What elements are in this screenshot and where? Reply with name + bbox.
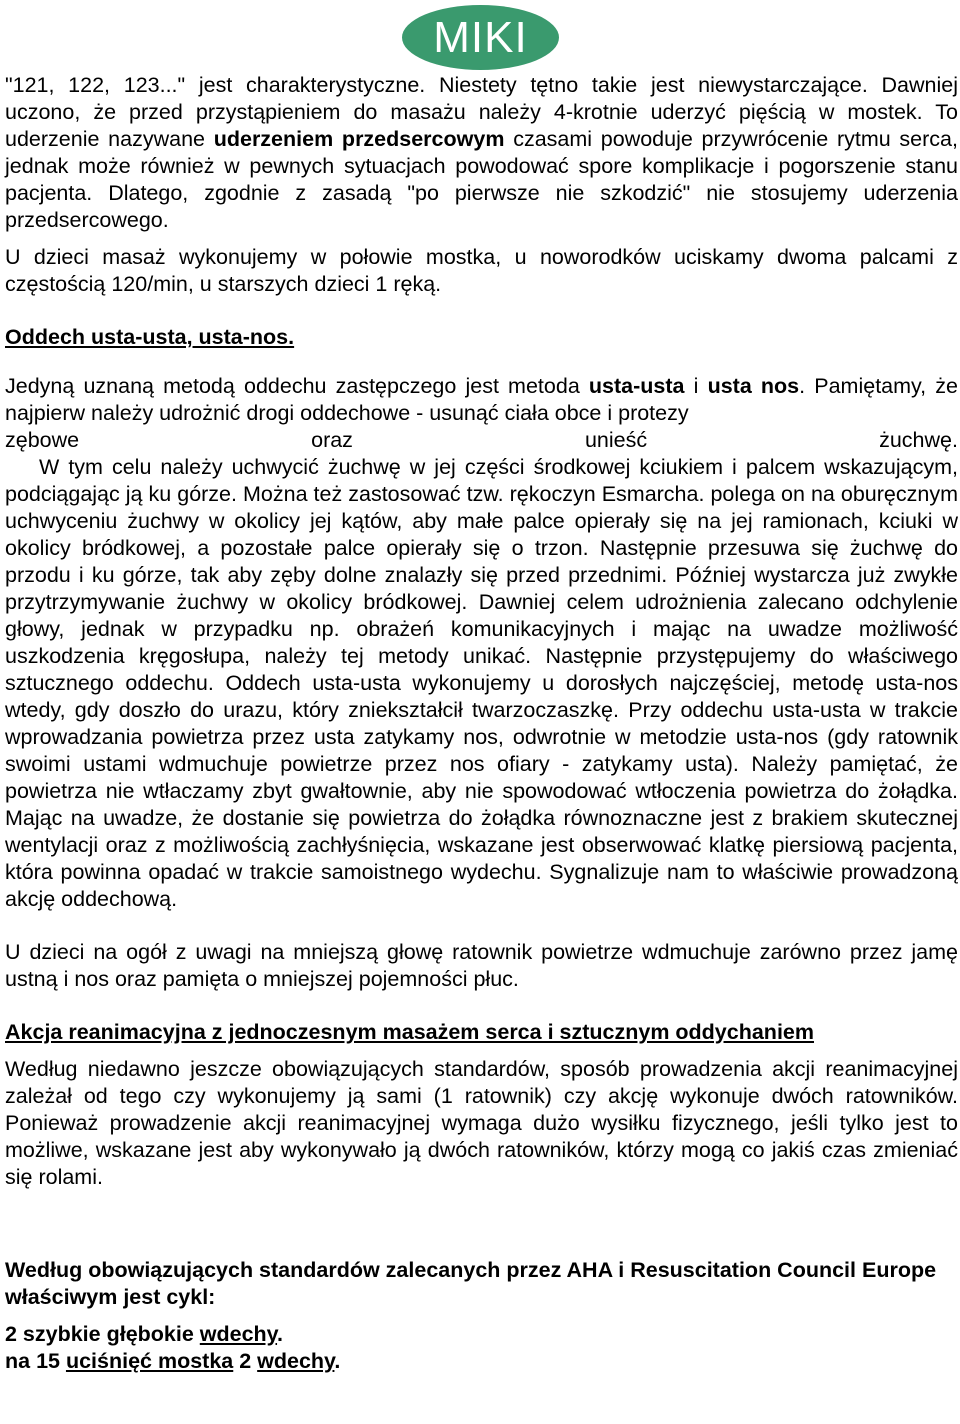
paragraph-current-standards: Według obowiązujących standardów zalecanych przez AHA i Resuscitation Council Europe właściwym jest cykl: xyxy=(5,1258,937,1309)
heading-mouth-to-mouth: Oddech usta-usta, usta-nos. xyxy=(5,325,295,349)
paragraph-children-massage: U dzieci masaż wykonujemy w połowie mostka, u noworodków uciskamy dwoma palcami z częstością 120/min, u starszych dzieci 1 ręką. xyxy=(5,245,958,296)
paragraph-old-standards: Według niedawno jeszcze obowiązujących standardów, sposób prowadzenia akcji reanimacyjnej zależał od tego czy wykonujemy ją sami (1 ratownik) czy akcję wykonuje dwóch ratowników. Ponieważ prowadzenie akcji reanimacyjnej wymaga dużo wysiłku fizycznego, jeśli tylko jest to możliwe, wskazane jest aby wykonywało ją dwóch ratowników, którzy mogą co jakiś czas zmieniać się rolami. xyxy=(5,1057,958,1189)
paragraph-jaw-technique: W tym celu należy uchwycić żuchwę w jej części środkowej kciukiem i palcem wskazującym, podciągając ją ku górze. Można też zastosować tzw. rękoczyn Esmarcha. polega on na oburęcznym uchwyceniu żuchwy w okolicy jej kątów, aby małe palce opierały się na jej ramionach, kciuki w okolicy bródkowej, a pozostałe palce opierały się o trzon. Następnie przesuwa się żuchwę do przodu i ku górze, tak aby zęby dolne znalazły się przed przednimi. Później wystarcza już zwykłe przytrzymywanie żuchwy w okolicy bródkowej. Dawniej celem udrożnienia zalecano odchylenie głowy, jednak w przypadku np. obrażeń komunikacyjnych i mając na uwadze możliwość uszkodzenia kręgosłupa, należy tej metody unikać. Następnie przystępujemy do właściwego sztucznego oddechu. Oddech usta-usta wykonujemy u dorosłych najczęściej, metodę usta-nos wtedy, gdy doszło do urazu, który zniekształcił twarzoczaszkę. Przy oddechu usta-usta w trakcie wprowadzania powietrza przez usta zatykamy nos, odwrotnie w metodzie usta-nos (gdy ratownik swoimi ustami wdmuchuje powietrze przez nos ofiary - zatykamy usta). Należy pamiętać, że powietrza nie wtłaczamy zbyt gwałtownie, aby nie spowodować wtłoczenia powietrza do żołądka. Mając na uwadze, że dostanie się powietrza do żołądka równoznaczne jest z brakiem skutecznej wentylacji oraz z możliwością zachłyśnięcia, wskazane jest obserwować klatkę piersiową pacjenta, która powinna opadać w trakcie samoistnego wydechu. Sygnalizuje nam to właściwie prowadzoną akcję oddechową. xyxy=(5,455,958,911)
term-precordial-thump: uderzeniem przedsercowym xyxy=(213,127,505,151)
paragraph-children-breathing: U dzieci na ogół z uwagi na mniejszą głowę ratownik powietrze wdmuchuje zarówno przez jamę ustną i nos oraz pamięta o mniejszej pojemności płuc. xyxy=(5,940,958,991)
miki-logo xyxy=(402,5,559,70)
heading-cpr-action: Akcja reanimacyjna z jednoczesnym masażem serca i sztucznym oddychaniem xyxy=(5,1020,814,1044)
cycle-line-2: na 15 uciśnięć mostka 2 wdechy. xyxy=(5,1349,341,1373)
logo-text: MIKI xyxy=(433,12,528,62)
term-mouth-to-nose: usta nos xyxy=(707,374,800,398)
paragraph-precordial-thump: "121, 122, 123..." jest charakterystyczne. Niestety tętno takie jest niewystarczające. Dawniej uczono, że przed przystąpieniem do masażu należy 4-krotnie uderzyć pięścią w mostek. To uderzenie nazywane uderzeniem przedsercowym czasami powoduje przywrócenie rytmu serca, jednak może również w pewnych sytuacjach powodować spore komplikacje i pogorszenie stanu pacjenta. Dlatego, zgodnie z zasadą "po pierwsze nie szkodzić" nie stosujemy uderzenia przedsercowego. xyxy=(5,73,958,232)
paragraph-rescue-breathing: Jedyną uznaną metodą oddechu zastępczego jest metoda usta-usta i usta nos. Pamiętamy, że najpierw należy udrożnić drogi oddechowe - usunąć ciała obce i protezy xyxy=(5,374,959,425)
cycle-line-1: 2 szybkie głębokie wdechy. xyxy=(5,1322,284,1346)
term-mouth-to-mouth: usta-usta xyxy=(588,374,685,398)
document-body xyxy=(5,72,958,1375)
spread-line: zębowe oraz unieść żuchwę. xyxy=(5,428,958,452)
